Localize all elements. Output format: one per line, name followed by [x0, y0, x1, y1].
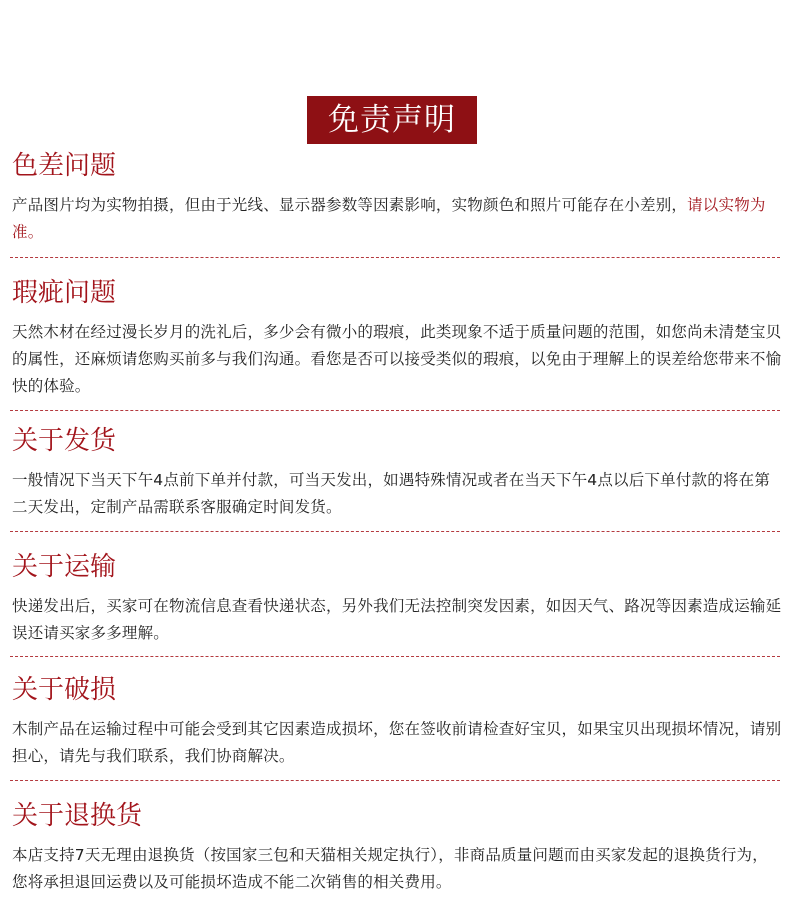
- section-returns: [12, 800, 782, 896]
- page-title: 免责声明: [307, 96, 477, 144]
- divider: [10, 257, 780, 258]
- section-body: 快递发出后，买家可在物流信息查看快递状态，另外我们无法控制突发因素，如因天气、路况等因素造成运输延误还请买家多多理解。: [12, 597, 782, 642]
- section-flaws: [12, 277, 782, 400]
- section-title: 关于发货: [12, 426, 117, 456]
- section-color-difference: [12, 150, 782, 246]
- section-shipping: [12, 425, 782, 521]
- section-body: 一般情况下当天下午4点前下单并付款，可当天发出，如遇特殊情况或者在当天下午4点以后下单付款的将在第二天发出，定制产品需联系客服确定时间发货。: [12, 471, 771, 516]
- divider: [10, 780, 780, 781]
- divider: [10, 410, 780, 411]
- divider: [10, 656, 780, 657]
- divider: [10, 531, 780, 532]
- section-body: 本店支持7天无理由退换货（按国家三包和天猫相关规定执行），非商品质量问题而由买家发起的退换货行为，您将承担退回运费以及可能损坏造成不能二次销售的相关费用。: [12, 846, 768, 891]
- section-title: 瑕疵问题: [12, 278, 117, 308]
- section-body-highlight: 请以实物为准。: [12, 196, 766, 241]
- section-transport: [12, 551, 782, 647]
- section-body: [12, 192, 782, 246]
- section-title: 关于破损: [12, 675, 117, 705]
- section-title: 色差问题: [12, 151, 117, 181]
- section-body: 木制产品在运输过程中可能会受到其它因素造成损坏，您在签收前请检查好宝贝，如果宝贝出现损坏情况，请别担心，请先与我们联系，我们协商解决。: [12, 720, 782, 765]
- section-damage: [12, 674, 782, 770]
- section-body-text: 产品图片均为实物拍摄，但由于光线、显示器参数等因素影响，实物颜色和照片可能存在小差别，: [12, 196, 688, 214]
- section-title: 关于退换货: [12, 801, 143, 831]
- section-body: 天然木材在经过漫长岁月的洗礼后，多少会有微小的瑕痕，此类现象不适于质量问题的范围，如您尚未清楚宝贝的属性，还麻烦请您购买前多与我们沟通。看您是否可以接受类似的瑕痕，以免由于理解上的误差给您带来不愉快的体验。: [12, 323, 782, 395]
- section-title: 关于运输: [12, 552, 117, 582]
